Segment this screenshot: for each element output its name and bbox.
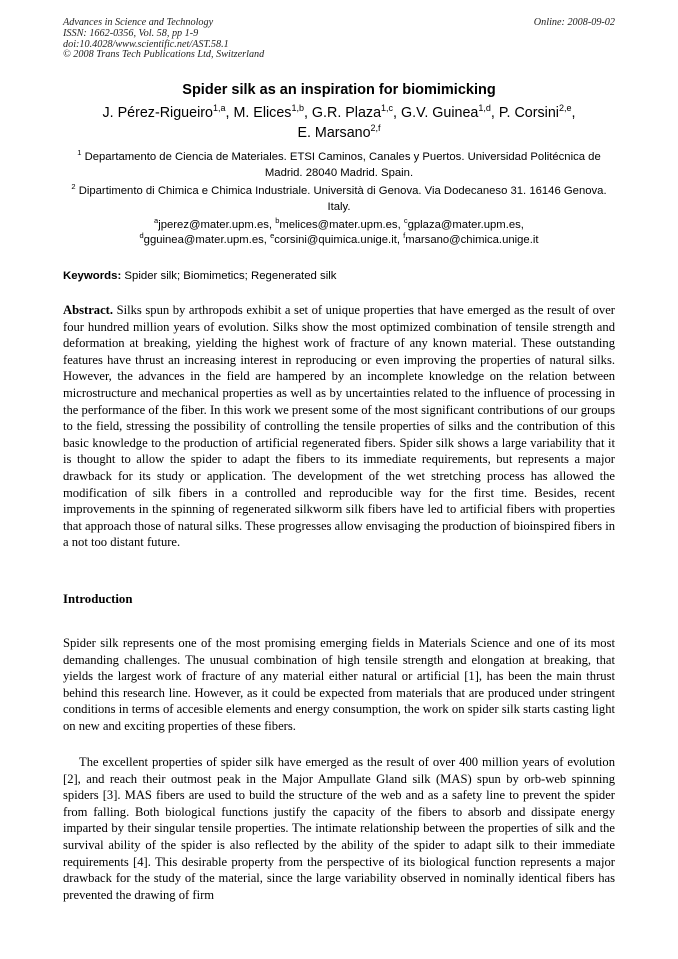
author: J. Pérez-Rigueiro$^{1,a}$, bbox=[102, 103, 234, 121]
issn-line: ISSN: 1662-0356, Vol. 58, pp 1-9 bbox=[63, 27, 199, 39]
journal-name: Advances in Science and Technology bbox=[63, 17, 214, 28]
affiliation-1: $^1$ Departamento de Ciencia de Materiales. ETSI Caminos, Canales y Puertos. Universidad Politécnica de Madrid. 28040 Madrid. Spain. bbox=[77, 148, 601, 179]
author: G.V. Guinea$^{1,d}$, bbox=[401, 103, 499, 121]
section-heading-introduction: Introduction bbox=[63, 592, 133, 606]
doi-line[interactable]: doi:10.4028/www.scientific.net/AST.58.1 bbox=[63, 38, 229, 50]
keywords-text: Spider silk; Biomimetics; Regenerated silk bbox=[124, 270, 337, 282]
affiliation-2: $^2$ Dipartimento di Chimica e Chimica Industriale. Università di Genova. Via Dodecaneso 31. 16146 Genova. Italy. bbox=[71, 182, 607, 213]
keywords-label: Keywords: bbox=[63, 270, 122, 282]
abstract bbox=[63, 302, 615, 551]
email-link[interactable]: $^a$jperez@mater.upm.es bbox=[154, 216, 269, 231]
email-link[interactable]: $^c$gplaza@mater.upm.es bbox=[403, 216, 521, 231]
author: G.R. Plaza$^{1,c}$, bbox=[311, 103, 401, 121]
author: P. Corsini$^{2,e}$, bbox=[498, 103, 576, 121]
author: E. Marsano$^{2,f}$ bbox=[297, 123, 381, 141]
email-list: $^a$jperez@mater.upm.es, $^b$melices@mater.upm.es, $^c$gplaza@mater.upm.es, $^d$gguinea@mater.upm.es, $^e$corsini@quimica.unige.it, $^f$marsano@chimica.unige.it bbox=[139, 216, 539, 246]
paper-title: Spider silk as an inspiration for biomimicking bbox=[182, 82, 496, 98]
abstract-label: Abstract. bbox=[63, 303, 114, 317]
email-link[interactable]: $^d$gguinea@mater.upm.es bbox=[139, 231, 264, 246]
email-link[interactable]: $^b$melices@mater.upm.es bbox=[275, 216, 398, 231]
intro-paragraph-1: Spider silk represents one of the most promising emerging fields in Materials Science and one of its most demanding challenges. The unusual combination of high tensile strength and elongation at breaking, that yields the largest work of fracture of any material either natural or artificial [1], has been the main thrust behind this research line. However, as it could be expected from materials that are produced under stringent conditions in terms of accesible elements and energy consumption, the work on spider silk starts casting light on new and exciting properties of these fibers. bbox=[63, 636, 615, 733]
copyright-line: © 2008 Trans Tech Publications Ltd, Switzerland bbox=[63, 49, 265, 61]
journal-header bbox=[63, 18, 443, 61]
author-list bbox=[63, 103, 615, 143]
email-link[interactable]: $^e$corsini@quimica.unige.it bbox=[270, 231, 397, 246]
email-link[interactable]: $^f$marsano@chimica.unige.it bbox=[403, 231, 539, 246]
online-date: Online: 2008-09-02 bbox=[533, 17, 615, 28]
keywords bbox=[63, 270, 615, 282]
intro-paragraph-2: The excellent properties of spider silk have emerged as the result of over 400 million years of evolution [2], and reach their outmost peak in the Major Ampullate Gland silk (MAS) spun by orb-web spinning spiders [3]. MAS fibers are used to build the structure of the web and as a safety line to prevent the spider from falling. Both biological functions justify the capacity of the fibers to absorb and dissipate energy imparted by their singular tensile properties. The intimate relationship between the properties of silk and the survival ability of the spider is also reflected by the ability of the spider to adapt silk to their immediate requirements [4]. This desirable property from the perspective of its biological function represents a major drawback for the study of the material, since the large variability observed in nominally identical fibers has prevented the drawing of firm bbox=[63, 755, 615, 902]
abstract-text: Silks spun by arthropods exhibit a set of unique properties that have emerged as the result of over four hundred million years of evolution. Silks show the most optimized combination of tensile strength and deformation at breaking, yielding the highest work of fracture of any known material. These outstanding features have thrust an increasing interest in reproducing or even improving the properties of natural silks. However, the advances in the field are hampered by an incomplete knowledge on the relation between microstructure and mechanical properties as well as by uncertainties related to the influence of processing in the performance of the fiber. In this work we present some of the most significant contributions of our groups to the field, stressing the possibility of controlling the tensile properties of silks and the contribution of this basic knowledge to the production of artificial regenerated fibers. Spider silk shows a large variability that it is thought to allow the spider to adapt the fibers to its immediate requirements, but represents a major drawback for its study or application. The development of the wet stretching process has allowed the modification of silk fibers in a controlled and reproducible way for the first time. Besides, recent improvements in the spinning of regenerated silkworm silk fibers have led to artificial fibers with properties that approach those of natural silks. These progresses allow envisaging the production of bioinspired fibers in a not too distant future. bbox=[63, 303, 615, 550]
author: M. Elices$^{1,b}$, bbox=[233, 103, 312, 121]
